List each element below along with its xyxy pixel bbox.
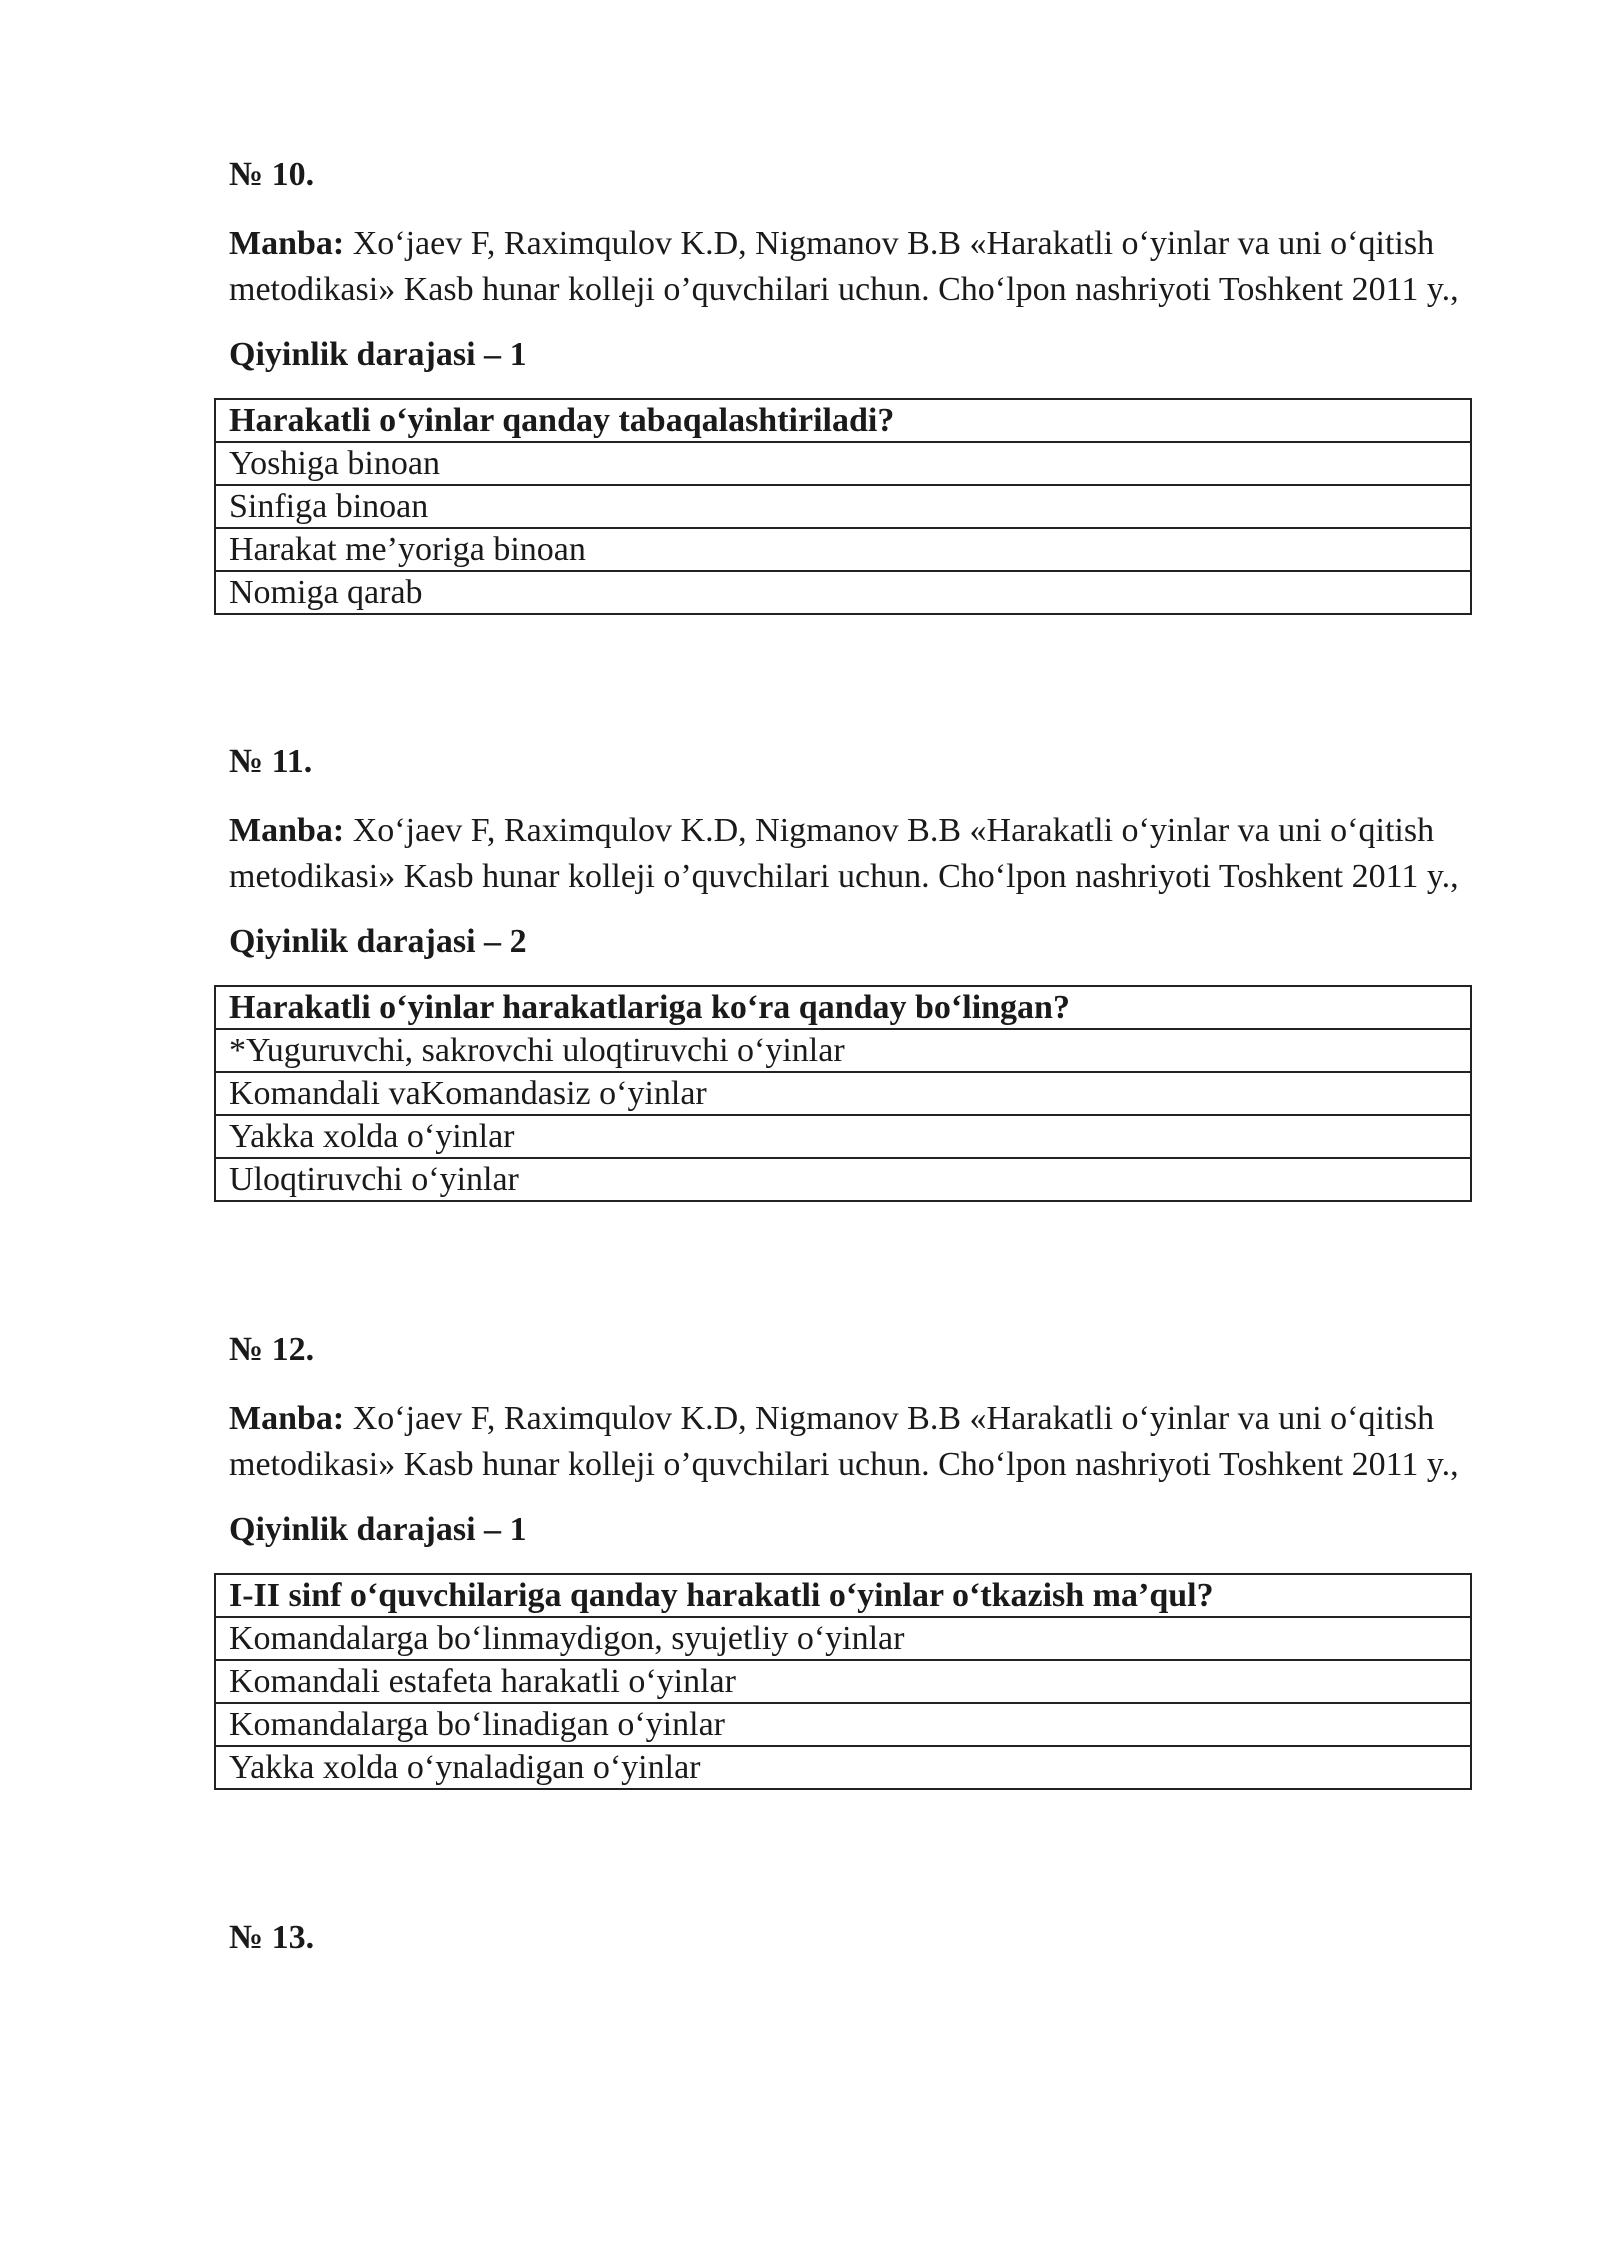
question-row [215, 986, 1471, 1029]
question-text: Harakatli o‘yinlar harakatlariga ko‘ra qanday bo‘lingan? [215, 986, 1471, 1029]
question-number: № 10. [229, 156, 315, 193]
answer-row [215, 528, 1471, 571]
question-text: Harakatli o‘yinlar qanday tabaqalashtiriladi? [215, 399, 1471, 442]
answer-row [215, 1617, 1471, 1660]
source-paragraph [229, 221, 1469, 313]
answer-option: Komandali estafeta harakatli o‘yinlar [215, 1660, 1471, 1703]
answer-row [215, 1115, 1471, 1158]
source-label: Manba: [229, 225, 345, 262]
source-label: Manba: [229, 812, 345, 849]
source-text: Xo‘jaev F, Raximqulov K.D, Nigmanov B.B «Harakatli o‘yinlar va uni o‘qitish metodikasi» Kasb hunar kolleji o’quvchilari uchun. Cho‘lpon nashriyoti Toshkent 2011 y., [229, 812, 1459, 895]
answer-row [215, 1072, 1471, 1115]
level-label: Qiyinlik darajasi – [229, 1511, 502, 1548]
question-row [215, 399, 1471, 442]
question-block-10 [229, 155, 1469, 615]
answer-row [215, 1158, 1471, 1201]
answer-option: Komandalarga bo‘linadigan o‘yinlar [215, 1703, 1471, 1746]
question-block-13 [229, 1918, 1469, 1958]
answer-option: Komandalarga bo‘linmaydigon, syujetliy o‘yinlar [215, 1617, 1471, 1660]
difficulty-level [229, 922, 1469, 962]
question-number: № 12. [229, 1331, 315, 1368]
question-table [214, 1573, 1472, 1790]
answer-option: *Yuguruvchi, sakrovchi uloqtiruvchi o‘yinlar [215, 1029, 1471, 1072]
answer-row [215, 1703, 1471, 1746]
answer-option: Yakka xolda o‘yinlar [215, 1115, 1471, 1158]
source-label: Manba: [229, 1400, 345, 1437]
level-value: 2 [509, 923, 527, 960]
level-value: 1 [509, 336, 527, 373]
answer-option: Uloqtiruvchi o‘yinlar [215, 1158, 1471, 1201]
level-value: 1 [509, 1511, 527, 1548]
source-paragraph [229, 808, 1469, 900]
question-table [214, 985, 1472, 1202]
answer-row [215, 485, 1471, 528]
answer-row [215, 571, 1471, 614]
answer-row [215, 1746, 1471, 1789]
level-label: Qiyinlik darajasi – [229, 336, 502, 373]
answer-option: Harakat me’yoriga binoan [215, 528, 1471, 571]
answer-option: Yoshiga binoan [215, 442, 1471, 485]
question-row [215, 1574, 1471, 1617]
question-table [214, 398, 1472, 615]
answer-option: Sinfiga binoan [215, 485, 1471, 528]
source-paragraph [229, 1396, 1469, 1488]
level-label: Qiyinlik darajasi – [229, 923, 502, 960]
question-block-12 [229, 1330, 1469, 1790]
question-number: № 13. [229, 1919, 315, 1956]
source-text: Xo‘jaev F, Raximqulov K.D, Nigmanov B.B «Harakatli o‘yinlar va uni o‘qitish metodikasi» Kasb hunar kolleji o’quvchilari uchun. Cho‘lpon nashriyoti Toshkent 2011 y., [229, 225, 1459, 308]
answer-option: Yakka xolda o‘ynaladigan o‘yinlar [215, 1746, 1471, 1789]
question-text: I-II sinf o‘quvchilariga qanday harakatli o‘yinlar o‘tkazish ma’qul? [215, 1574, 1471, 1617]
difficulty-level [229, 335, 1469, 375]
question-number: № 11. [229, 743, 313, 780]
answer-option: Nomiga qarab [215, 571, 1471, 614]
answer-row [215, 1029, 1471, 1072]
answer-row [215, 442, 1471, 485]
answer-row [215, 1660, 1471, 1703]
question-block-11 [229, 742, 1469, 1202]
difficulty-level [229, 1510, 1469, 1550]
answer-option: Komandali vaKomandasiz o‘yinlar [215, 1072, 1471, 1115]
source-text: Xo‘jaev F, Raximqulov K.D, Nigmanov B.B «Harakatli o‘yinlar va uni o‘qitish metodikasi» Kasb hunar kolleji o’quvchilari uchun. Cho‘lpon nashriyoti Toshkent 2011 y., [229, 1400, 1459, 1483]
